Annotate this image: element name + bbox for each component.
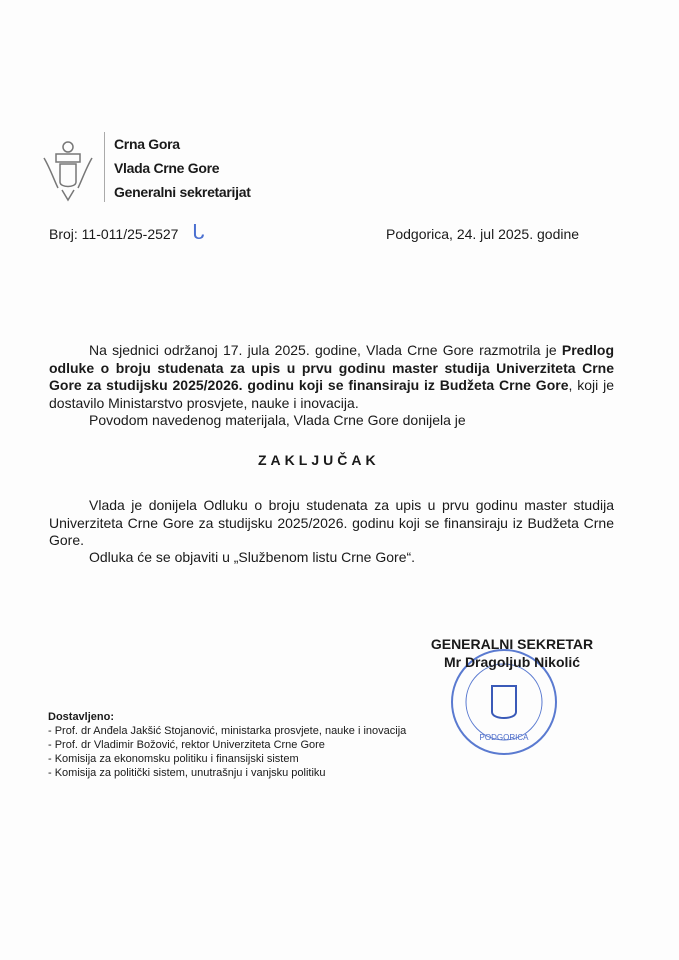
header-divider — [104, 132, 105, 202]
signatory-title: GENERALNI SEKRETAR — [430, 636, 594, 652]
document-date: Podgorica, 24. jul 2025. godine — [386, 226, 580, 242]
header-country: Crna Gora — [114, 136, 180, 152]
distribution-item: - Komisija za ekonomsku politiku i finansijski sistem — [48, 753, 299, 765]
p1-bold: Predlog odluke o broju studenata za upis u prvu godinu master studija Univerziteta Crne Gore za studijsku 2025/2026. godinu koji se finansiraju iz Budžeta Crne Gore — [49, 342, 614, 393]
header-office: Generalni sekretarijat — [114, 184, 251, 200]
paragraph-3: Vlada je donijela Odluku o broju studenata za upis u prvu godinu master studija Univerziteta Crne Gore za studijsku 2025/2026. godinu koji se finansiraju iz Budžeta Crne Gore. — [49, 497, 614, 548]
p1-text-end: , koji je dostavilo Ministarstvo prosvjete, nauke i inovacija. — [49, 377, 614, 411]
distribution-item: - Komisija za politički sistem, unutrašnju i vanjsku politiku — [48, 767, 326, 779]
svg-text:PODGORICA: PODGORICA — [479, 733, 529, 742]
reference-number: Broj: 11-011/25-2527 — [49, 226, 179, 242]
paragraph-1 — [49, 342, 614, 412]
paragraph-4: Odluka će se objaviti u „Službenom listu Crne Gore“. — [89, 549, 416, 565]
paragraph-2: Povodom navedenog materijala, Vlada Crne Gore donijela je — [89, 412, 466, 428]
distribution-item: - Prof. dr Anđela Jakšić Stojanović, ministarka prosvjete, nauke i inovacija — [48, 725, 407, 737]
distribution-label: Dostavljeno: — [48, 711, 115, 723]
distribution-item: - Prof. dr Vladimir Božović, rektor Univerziteta Crne Gore — [48, 739, 325, 751]
coat-of-arms-icon — [42, 140, 94, 202]
handwritten-mark: ᒐ — [192, 222, 205, 244]
header-government: Vlada Crne Gore — [114, 160, 220, 176]
decision-heading: ZAKLJUČAK — [258, 452, 380, 468]
p1-text: Na sjednici održanoj 17. jula 2025. godine, Vlada Crne Gore razmotrila je — [89, 342, 562, 358]
signatory-name: Mr Dragoljub Nikolić — [443, 654, 581, 670]
